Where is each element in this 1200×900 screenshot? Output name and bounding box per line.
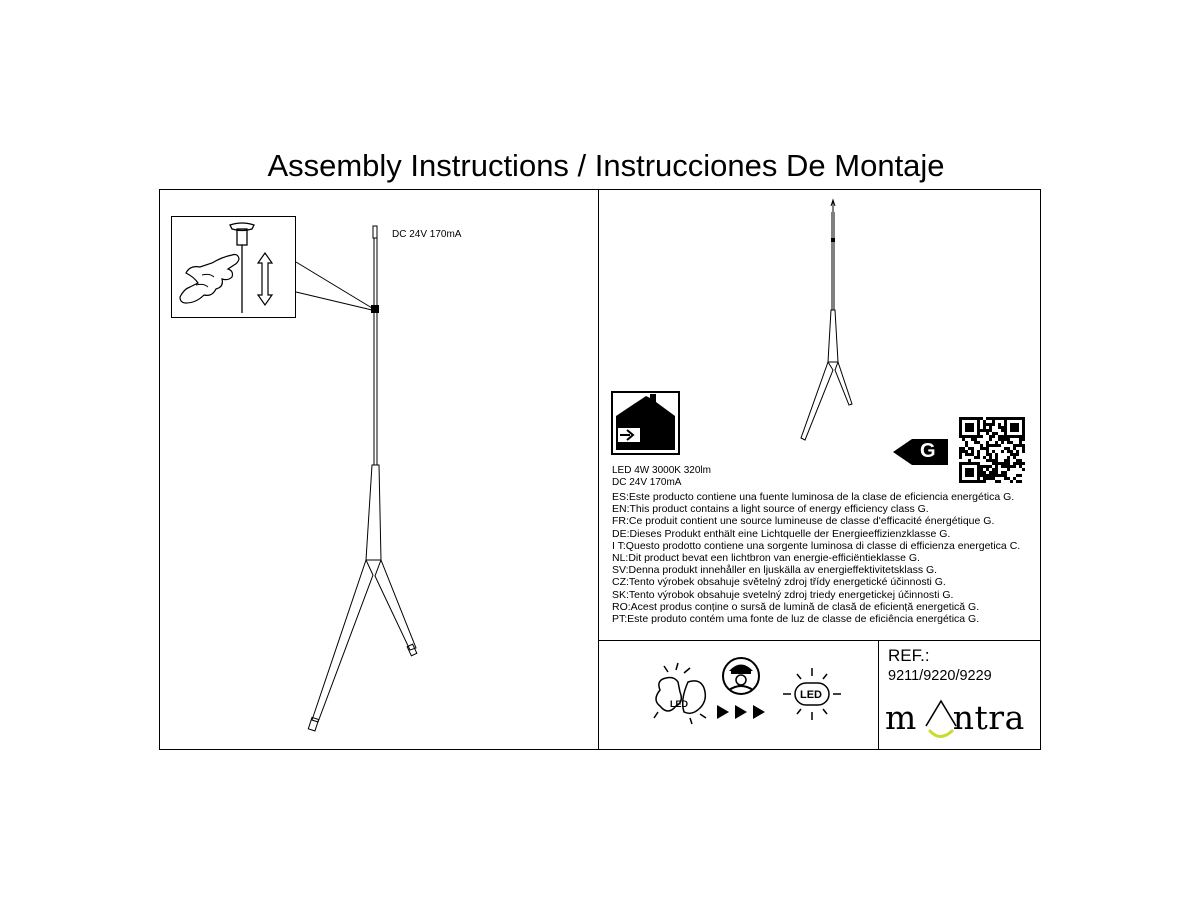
energy-statement-it: I T:Questo prodotto contiene una sorgente luminosa di classe di efficienza energetica C. xyxy=(612,539,1021,552)
energy-label-house-icon xyxy=(612,392,679,454)
energy-statement-fr: FR:Ce produit contient une source lumineuse de classe d'efficacité énergétique G. xyxy=(612,515,995,528)
energy-statement-ro: RO:Acest produs conține o sursă de lumină de clasă de eficiență energetică G. xyxy=(612,600,980,613)
energy-statement-sk: SK:Tento výrobok obsahuje svetelný zdroj triedy energetickej účinnosti G. xyxy=(612,588,954,601)
brand-prefix: m xyxy=(885,698,917,737)
led-replace-text: LED xyxy=(670,699,688,709)
power-rating-label: DC 24V 170mA xyxy=(392,229,462,240)
brand-logo xyxy=(885,698,1025,737)
energy-statement-de: DE:Dieses Produkt enthält eine Lichtquelle der Energieeffizienzklasse G. xyxy=(612,527,951,540)
ref-label: REF.: xyxy=(888,646,930,665)
spec-line-voltage: DC 24V 170mA xyxy=(612,477,682,488)
led-lamp-text: LED xyxy=(800,689,822,701)
page-title: Assembly Instructions / Instrucciones De Montaje xyxy=(267,148,945,183)
technician-icon xyxy=(723,658,759,694)
energy-statement-nl: NL:Dit product bevat een lichtbron van energie-efficiëntieklasse G. xyxy=(612,552,920,565)
led-replace-icon xyxy=(654,663,706,724)
energy-class-letter: G xyxy=(920,440,936,462)
energy-statement-pt: PT:Este produto contém uma fonte de luz de classe de eficiência energética G. xyxy=(612,613,980,626)
energy-statement-cz: CZ:Tento výrobek obsahuje světelný zdroj třídy energetické účinnosti G. xyxy=(612,576,946,589)
ref-numbers: 9211/9220/9229 xyxy=(888,668,992,684)
brand-suffix: ntra xyxy=(952,698,1025,737)
spec-line-power: LED 4W 3000K 320lm xyxy=(612,465,711,476)
forward-arrows-icon xyxy=(717,705,765,719)
energy-statement-sv: SV:Denna produkt innehåller en ljuskälla av energieffektivitetsklass G. xyxy=(612,564,938,577)
energy-statements xyxy=(612,491,1020,625)
qr-code-icon xyxy=(959,417,1025,483)
energy-statement-en: EN:This product contains a light source of energy efficiency class G. xyxy=(612,503,929,516)
energy-statement-es: ES:Este producto contiene una fuente luminosa de la clase de eficiencia energética G. xyxy=(612,491,1015,503)
